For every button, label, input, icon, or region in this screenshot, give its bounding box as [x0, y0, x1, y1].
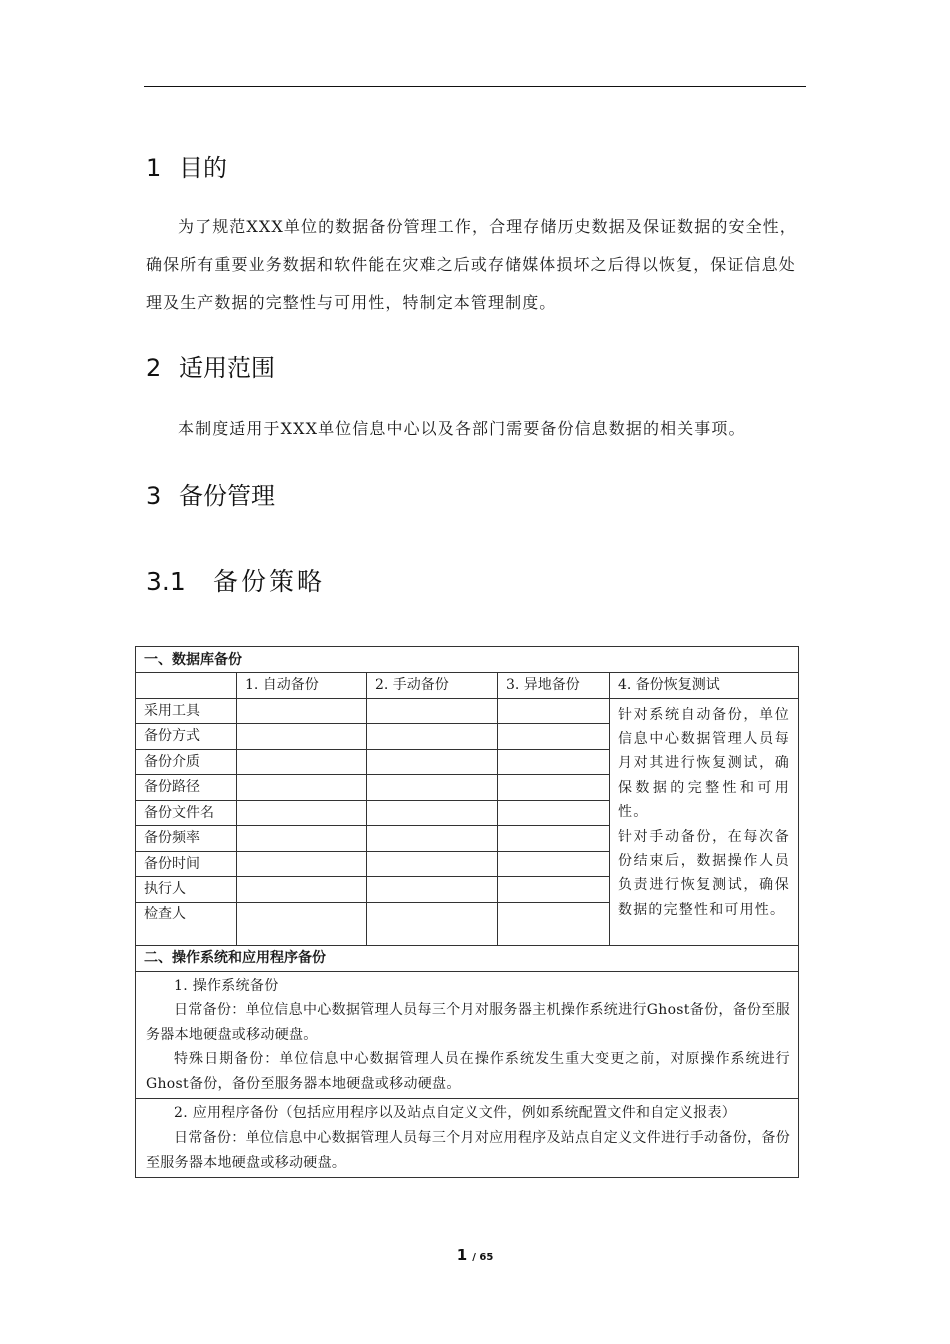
header-rule [144, 86, 806, 87]
table-row [136, 698, 799, 724]
os-backup-daily: 日常备份：单位信息中心数据管理人员每三个月对服务器主机操作系统进行Ghost备份，备份至服务器本地硬盘或移动硬盘。 [146, 1002, 790, 1043]
row-label: 备份方式 [136, 724, 237, 750]
recovery-note-auto: 针对系统自动备份，单位信息中心数据管理人员每月对其进行恢复测试，确保数据的完整性和可用性。 [618, 706, 790, 821]
section-3-1-heading: 3.1 备份策略 [146, 567, 326, 596]
page-number: 1 / 65 [456, 1246, 494, 1264]
row-label: 备份频率 [136, 826, 237, 852]
row-label: 备份路径 [136, 775, 237, 801]
os-backup-title: 1. 操作系统备份 [174, 977, 279, 994]
corner-cell [136, 673, 237, 699]
os-app-backup-header: 二、操作系统和应用程序备份 [136, 945, 799, 971]
row-label: 执行人 [136, 877, 237, 903]
section-1-body: 为了规范XXX单位的数据备份管理工作，合理存储历史数据及保证数据的安全性，确保所有重要业务数据和软件能在灾难之后或存储媒体损坏之后得以恢复，保证信息处理及生产数据的完整性与可用性，特制定本管理制度。 [146, 217, 797, 312]
row-label: 检查人 [136, 902, 237, 945]
column-header: 2. 手动备份 [367, 673, 498, 699]
row-label: 备份时间 [136, 851, 237, 877]
os-backup-row [136, 971, 799, 1099]
backup-strategy-table [135, 646, 799, 1178]
table-section-header [136, 945, 799, 971]
recovery-test-note [610, 698, 799, 945]
section-2-body: 本制度适用于XXX单位信息中心以及各部门需要备份信息数据的相关事项。 [178, 419, 746, 438]
row-label: 备份介质 [136, 749, 237, 775]
column-header: 4. 备份恢复测试 [610, 673, 799, 699]
recovery-note-manual: 针对手动备份，在每次备份结束后，数据操作人员负责进行恢复测试，确保数据的完整性和可用性。 [618, 828, 790, 918]
column-header: 3. 异地备份 [498, 673, 610, 699]
section-3-heading: 3 备份管理 [146, 482, 275, 510]
row-label: 采用工具 [136, 698, 237, 724]
column-header: 1. 自动备份 [237, 673, 367, 699]
db-backup-header: 一、数据库备份 [136, 647, 799, 673]
os-backup-special: 特殊日期备份：单位信息中心数据管理人员在操作系统发生重大变更之前，对原操作系统进行Ghost备份，备份至服务器本地硬盘或移动硬盘。 [146, 1051, 790, 1092]
table-section-header [136, 647, 799, 673]
column-header-row [136, 673, 799, 699]
app-backup-daily: 日常备份：单位信息中心数据管理人员每三个月对应用程序及站点自定义文件进行手动备份，备份至服务器本地硬盘或移动硬盘。 [146, 1130, 790, 1171]
section-2-heading: 2 适用范围 [146, 354, 275, 382]
section-1-heading: 1 目的 [146, 154, 227, 182]
app-backup-row [136, 1099, 799, 1178]
app-backup-title: 2. 应用程序备份（包括应用程序以及站点自定义文件，例如系统配置文件和自定义报表） [174, 1105, 737, 1122]
row-label: 备份文件名 [136, 800, 237, 826]
